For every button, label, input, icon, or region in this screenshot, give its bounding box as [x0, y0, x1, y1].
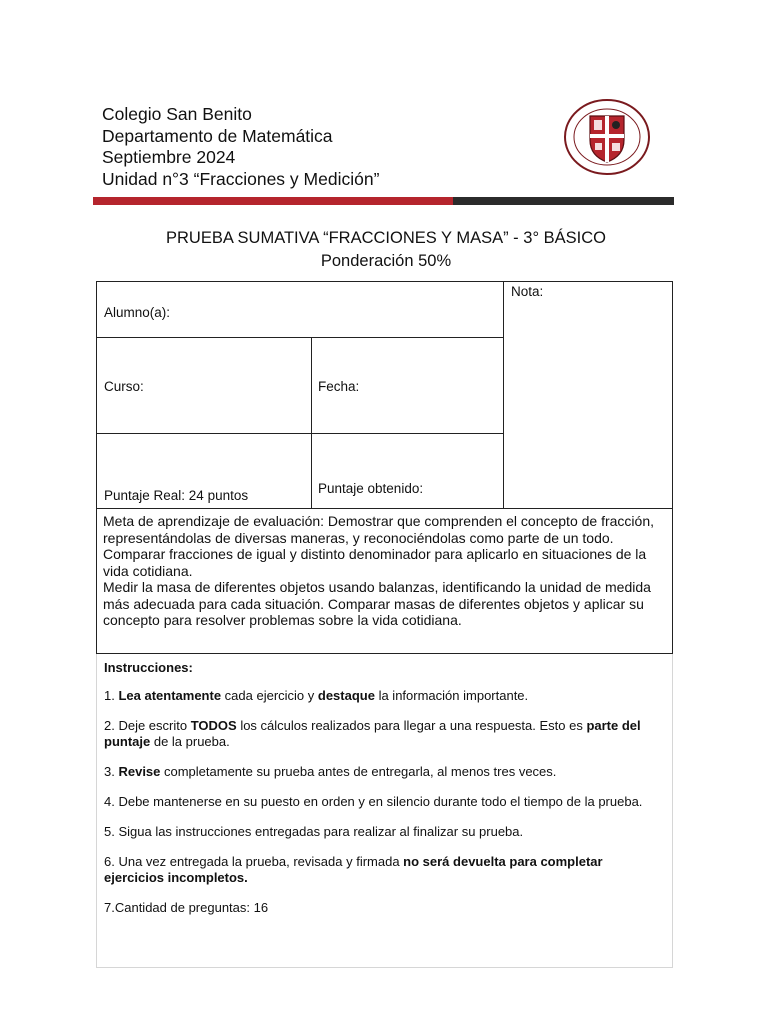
school-name: Colegio San Benito — [102, 104, 252, 124]
grade-label: Nota: — [511, 284, 544, 299]
learning-goal-text-2: Comparar fracciones de igual y distinto denominador para aplicarlo en situaciones de la vida cotidiana. — [103, 546, 647, 579]
exam-title: PRUEBA SUMATIVA “FRACCIONES Y MASA” - 3° BÁSICO — [166, 229, 606, 247]
course-label: Curso: — [104, 379, 144, 394]
exam-weighting: Ponderación 50% — [320, 252, 452, 270]
date-label: Fecha: — [318, 379, 360, 394]
learning-goal-text-3: Medir la masa de diferentes objetos usando balanzas, identificando la unidad de medida más adecuada para cada situación. Comparar masas de diferentes objetos y aplicar su concepto para resolver problemas sobre la vida cotidiana. — [103, 579, 651, 628]
instruction-7: 7.Cantidad de preguntas: 16 — [104, 900, 269, 915]
learning-goal-box — [96, 508, 673, 654]
obtained-score-field[interactable] — [311, 433, 504, 509]
header-divider-red — [93, 197, 453, 205]
instruction-5: 5. Sigua las instrucciones entregadas para realizar al finalizar su prueba. — [104, 824, 524, 839]
obtained-score-label: Puntaje obtenido: — [318, 481, 424, 496]
instruction-1: 1. Lea atentamente cada ejercicio y destaque la información importante. — [104, 688, 529, 703]
unit-name: Unidad n°3 “Fracciones y Medición” — [102, 168, 380, 189]
grade-field[interactable] — [503, 281, 673, 509]
school-crest-logo — [563, 98, 651, 176]
instruction-2: 2. Deje escrito TODOS los cálculos realizados para llegar a una respuesta. Esto es parte del puntaje de la prueba. — [104, 718, 641, 749]
date-field[interactable] — [311, 337, 504, 434]
instruction-3: 3. Revise completamente su prueba antes de entregarla, al menos tres veces. — [104, 764, 557, 779]
department-name: Departamento de Matemática — [102, 125, 333, 146]
instruction-4: 4. Debe mantenerse en su puesto en orden y en silencio durante todo el tiempo de la prueba. — [104, 794, 643, 809]
instruction-6: 6. Una vez entregada la prueba, revisada y firmada no será devuelta para completar ejercicios incompletos. — [104, 854, 603, 885]
student-name-field[interactable] — [96, 281, 504, 338]
school-header — [102, 104, 379, 190]
real-score-field — [96, 433, 312, 509]
student-name-label: Alumno(a): — [104, 305, 171, 320]
exam-date: Septiembre 2024 — [102, 147, 236, 167]
learning-goal-text-1: Meta de aprendizaje de evaluación: Demostrar que comprenden el concepto de fracción, representándolas de diversas maneras, y reconociéndolas como parte de un todo. — [103, 513, 654, 546]
header-divider-dark — [453, 197, 674, 205]
real-score-label: Puntaje Real: 24 puntos — [104, 488, 249, 503]
course-field[interactable] — [96, 337, 312, 434]
instructions-box — [96, 654, 673, 968]
instructions-heading: Instrucciones: — [104, 660, 193, 675]
